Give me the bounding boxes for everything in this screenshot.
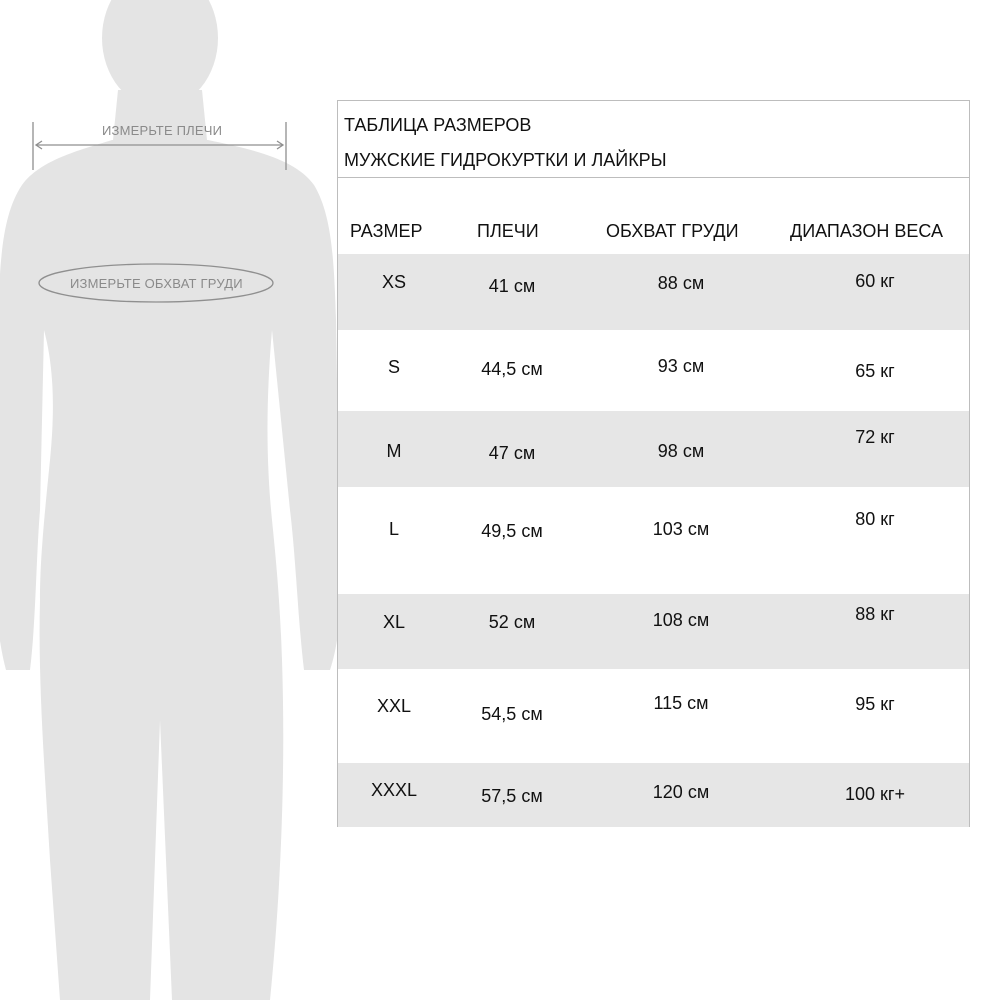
- cell-chest: 98 см: [657, 441, 705, 461]
- cell-shoulders: 44,5 см: [481, 359, 543, 379]
- cell-weight: 65 кг: [855, 361, 895, 381]
- size-rows: [338, 101, 969, 826]
- cell-size: L: [388, 519, 400, 539]
- cell-chest: 108 см: [652, 610, 710, 630]
- header-chest: ОБХВАТ ГРУДИ: [606, 221, 739, 241]
- cell-shoulders: 54,5 см: [481, 704, 543, 724]
- cell-weight: 80 кг: [855, 509, 895, 529]
- header-weight: ДИАПАЗОН ВЕСА: [790, 221, 943, 241]
- cell-weight: 88 кг: [855, 604, 895, 624]
- size-chart-table: [337, 100, 970, 827]
- table-row: [338, 763, 969, 827]
- cell-size: XXL: [376, 696, 412, 716]
- cell-size: M: [386, 441, 402, 461]
- cell-chest: 120 см: [652, 782, 710, 802]
- title-divider: [338, 177, 969, 178]
- measure-chest-label: ИЗМЕРЬТЕ ОБХВАТ ГРУДИ: [70, 276, 243, 291]
- cell-chest: 103 см: [652, 519, 710, 539]
- size-chart-title: ТАБЛИЦА РАЗМЕРОВ: [344, 115, 532, 135]
- cell-weight: 95 кг: [855, 694, 895, 714]
- silhouette-image: [0, 0, 340, 1000]
- table-row: [338, 330, 969, 411]
- measure-shoulders-label: ИЗМЕРЬТЕ ПЛЕЧИ: [102, 123, 223, 138]
- cell-chest: 93 см: [657, 356, 705, 376]
- cell-weight: 100 кг+: [845, 784, 905, 804]
- body-silhouette-figure: [0, 0, 340, 1000]
- cell-shoulders: 41 см: [488, 276, 536, 296]
- header-shoulders: ПЛЕЧИ: [477, 221, 539, 241]
- table-row: [338, 411, 969, 487]
- cell-weight: 60 кг: [855, 271, 895, 291]
- cell-shoulders: 57,5 см: [481, 786, 543, 806]
- cell-weight: 72 кг: [855, 427, 895, 447]
- cell-size: XXXL: [370, 780, 418, 800]
- size-chart-subtitle: МУЖСКИЕ ГИДРОКУРТКИ И ЛАЙКРЫ: [344, 150, 667, 170]
- cell-shoulders: 52 см: [488, 612, 536, 632]
- table-row: [338, 669, 969, 763]
- table-row: [338, 594, 969, 669]
- table-row: [338, 254, 969, 330]
- header-size: РАЗМЕР: [350, 221, 423, 241]
- cell-shoulders: 49,5 см: [481, 521, 543, 541]
- table-row: [338, 487, 969, 594]
- cell-size: XS: [381, 272, 407, 292]
- cell-shoulders: 47 см: [488, 443, 536, 463]
- cell-size: S: [387, 357, 401, 377]
- cell-chest: 115 см: [653, 693, 709, 713]
- cell-chest: 88 см: [657, 273, 705, 293]
- cell-size: XL: [382, 612, 406, 632]
